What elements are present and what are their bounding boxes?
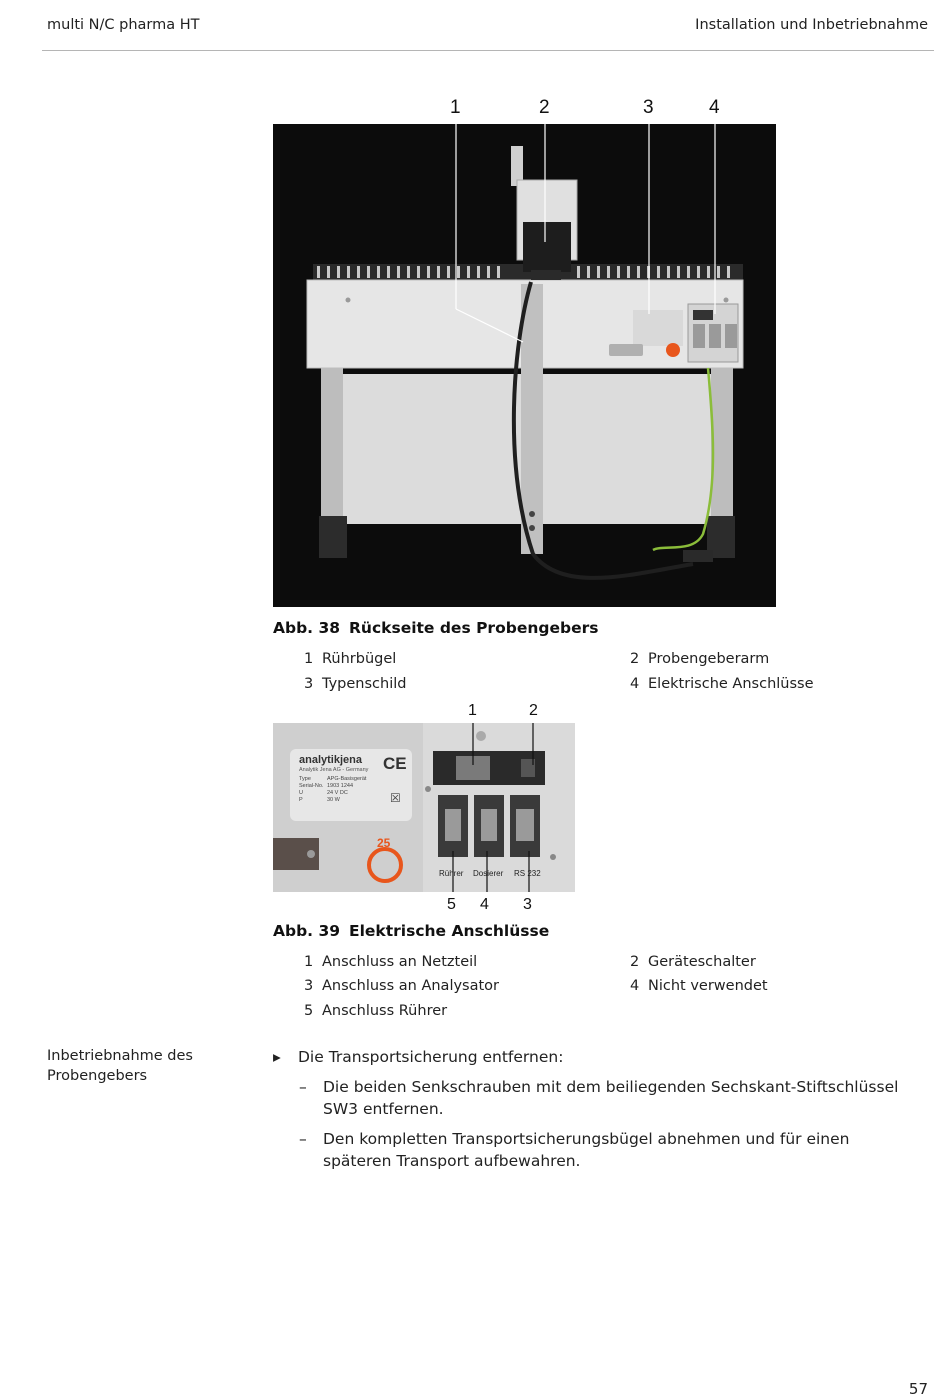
plate-spec-row: P 30 W <box>299 797 340 803</box>
fig38-callout-3: 3 <box>643 97 654 118</box>
running-header-left: multi N/C pharma HT <box>47 17 200 33</box>
port-label-doser: Dosierer <box>473 869 504 878</box>
fig39-callout-1: 1 <box>468 702 477 719</box>
header-rule <box>42 50 934 51</box>
fig39-callout-5: 5 <box>447 896 456 913</box>
fig39-legend-item-2: 2 Geräteschalter <box>630 954 756 970</box>
page-number: 57 <box>908 1380 928 1398</box>
fig39-callout-4: 4 <box>480 896 489 913</box>
fig38-callout-2: 2 <box>539 97 550 118</box>
fig39-legend-item-5: 5 Anschluss Rührer <box>304 1003 448 1019</box>
fig38-caption-title: Rückseite des Probengebers <box>349 619 599 637</box>
fig38-caption-number: Abb. 38 <box>273 619 341 637</box>
plate-company: Analytik Jena AG - Germany <box>299 767 369 773</box>
fig38-callout-1: 1 <box>450 97 461 118</box>
fig38-legend-item-3: 3 Typenschild <box>304 676 407 692</box>
plate-ce-mark: CE <box>383 754 407 773</box>
fig39-callout-2: 2 <box>529 702 538 719</box>
fig38-legend-item-2: 2 Probengeberarm <box>630 651 770 667</box>
dash-icon: – <box>299 1078 307 1096</box>
instruction-step-1: Die beiden Senkschrauben mit dem beiliegenden Sechskant-Stiftschlüssel SW3 entfernen. <box>323 1078 899 1118</box>
instruction-arrow-icon: ▸ <box>273 1048 281 1066</box>
running-header-right: Installation und Inbetriebnahme <box>695 17 928 33</box>
plate-brand: analytikjena <box>299 754 362 766</box>
fig38-legend-item-1: 1 Rührbügel <box>304 651 397 667</box>
port-label-rs232: RS 232 <box>514 869 541 878</box>
fig39-caption-number: Abb. 39 <box>273 922 341 940</box>
fig39-callout-3: 3 <box>523 896 532 913</box>
fig39-caption <box>273 922 549 940</box>
type-plate <box>290 749 412 821</box>
plate-spec-row: U 24 V DC <box>299 790 348 796</box>
fig38-caption <box>273 619 598 637</box>
fig39-caption-title: Elektrische Anschlüsse <box>349 922 550 940</box>
plate-specs <box>299 776 366 804</box>
rohs-25-icon: 25 <box>377 836 391 850</box>
fig39-legend-item-1: 1 Anschluss an Netzteil <box>304 954 478 970</box>
fig38-legend-item-4: 4 Elektrische Anschlüsse <box>630 676 814 692</box>
fig38-callout-4: 4 <box>709 97 720 118</box>
dash-icon: – <box>299 1130 307 1148</box>
sampler-rear-photo <box>273 124 776 607</box>
fig39-legend-item-3: 3 Anschluss an Analysator <box>304 978 500 994</box>
fig39-legend-item-4: 4 Nicht verwendet <box>630 978 768 994</box>
sampler-rear-illustration <box>273 124 776 607</box>
port-label-stirrer: Rührer <box>439 869 464 878</box>
weee-bin-icon: ☒ <box>390 791 401 805</box>
instruction-bullet: Die Transportsicherung entfernen: <box>298 1048 564 1066</box>
connector-panel-photo <box>273 723 575 892</box>
instruction-step-2: Den kompletten Transportsicherungsbügel abnehmen und für einen späteren Transport aufbewahren. <box>323 1130 850 1170</box>
plate-spec-row: Type APG-Basisgerät <box>299 776 367 782</box>
sidebar-label: Inbetriebnahme des Probengebers <box>47 1048 193 1084</box>
plate-spec-row: Serial-No. 1903 1244 <box>299 783 353 789</box>
